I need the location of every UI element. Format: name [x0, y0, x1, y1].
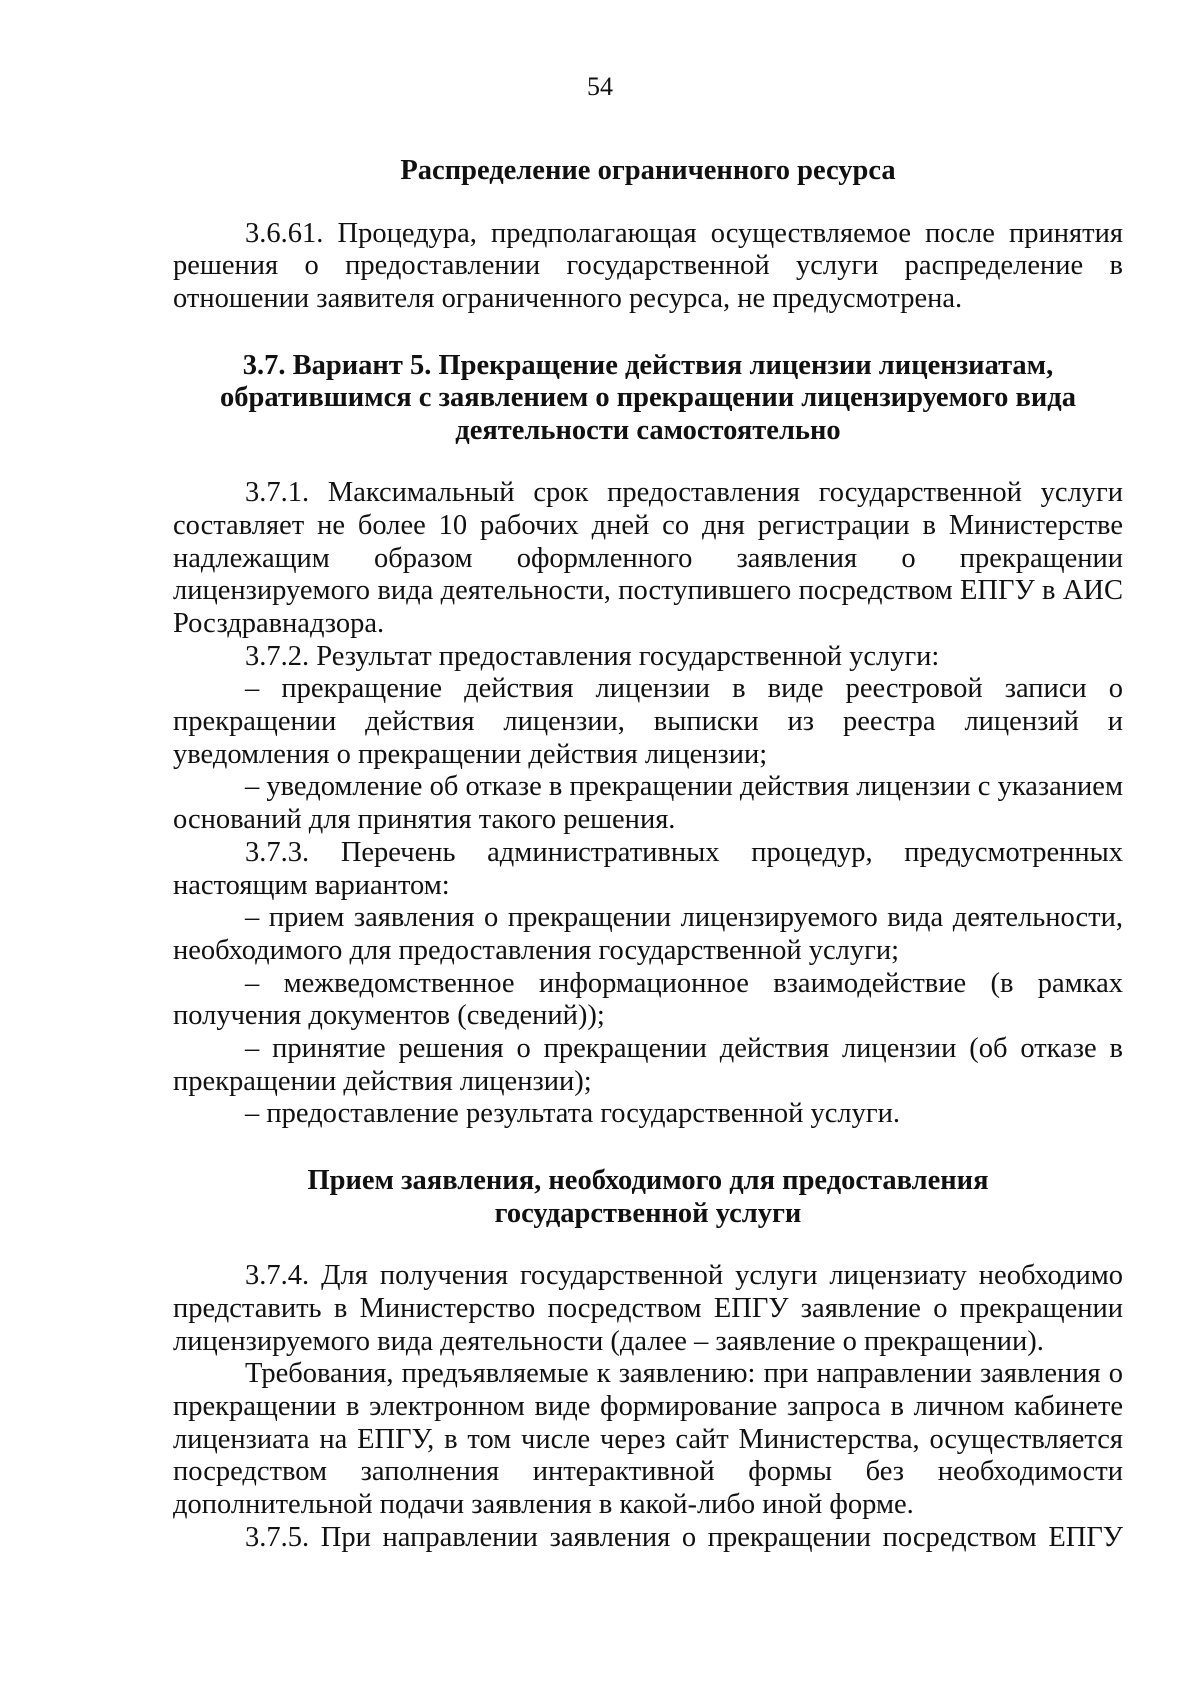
- paragraph-3-7-4: 3.7.4. Для получения государственной услуги лицензиату необходимо представить в Министерство посредством ЕПГУ заявление о прекращении лицензируемого вида деятельности (далее – заявление о прекращении).: [173, 1260, 1123, 1357]
- paragraph-requirements: Требования, предъявляемые к заявлению: при направлении заявления о прекращении в электронном виде формирование запроса в личном кабинете лицензиата на ЕПГУ, в том числе через сайт Министерства, осуществляется посредством заполнения интерактивной формы без необходимости дополнительной подачи заявления в какой-либо иной форме.: [173, 1358, 1123, 1521]
- paragraph-3-6-61: 3.6.61. Процедура, предполагающая осуществляемое после принятия решения о предоставлении государственной услуги распределение в отношении заявителя ограниченного ресурса, не предусмотрена.: [173, 217, 1123, 314]
- section-heading-resource-distribution: Распределение ограниченного ресурса: [400, 155, 896, 186]
- paragraph-3-7-5: 3.7.5. При направлении заявления о прекращении посредством ЕПГУ: [245, 1521, 1123, 1553]
- document-body: [173, 155, 1123, 1555]
- heading-line: деятельности самостоятельно: [455, 414, 841, 446]
- list-item-procedure: – принятие решения о прекращении действия лицензии (об отказе в прекращении действия лицензии);: [173, 1033, 1123, 1097]
- list-item-result: – прекращение действия лицензии в виде реестровой записи о прекращении действия лицензии, выписки из реестра лицензий и уведомления о прекращении действия лицензии;: [173, 673, 1123, 770]
- list-item-result: – уведомление об отказе в прекращении действия лицензии с указанием оснований для принятия такого решения.: [173, 771, 1123, 836]
- list-item-procedure: – межведомственное информационное взаимодействие (в рамках получения документов (сведений));: [173, 967, 1123, 1032]
- section-heading-application-intake: [173, 1165, 1123, 1230]
- section-heading-variant-5: [173, 350, 1123, 448]
- heading-line: обратившимся с заявлением о прекращении лицензируемого вида: [220, 382, 1076, 414]
- paragraph-3-7-2: 3.7.2. Результат предоставления государственной услуги:: [245, 640, 940, 672]
- heading-line: 3.7. Вариант 5. Прекращение действия лицензии лицензиатам,: [242, 349, 1054, 381]
- list-item-procedure: – прием заявления о прекращении лицензируемого вида деятельности, необходимого для предоставления государственной услуги;: [173, 902, 1123, 966]
- paragraph-3-7-1: 3.7.1. Максимальный срок предоставления государственной услуги составляет не более 10 рабочих дней со дня регистрации в Министерстве надлежащим образом оформленного заявления о прекращении лицензируемого вида деятельности, поступившего посредством ЕПГУ в АИС Росздравнадзора.: [173, 477, 1123, 639]
- heading-line: государственной услуги: [494, 1197, 802, 1229]
- list-item-procedure: – предоставление результата государственной услуги.: [245, 1098, 900, 1130]
- page-number: 54: [587, 72, 613, 101]
- heading-line: Прием заявления, необходимого для предоставления: [307, 1165, 989, 1197]
- paragraph-3-7-3: 3.7.3. Перечень административных процедур, предусмотренных настоящим вариантом:: [173, 836, 1123, 901]
